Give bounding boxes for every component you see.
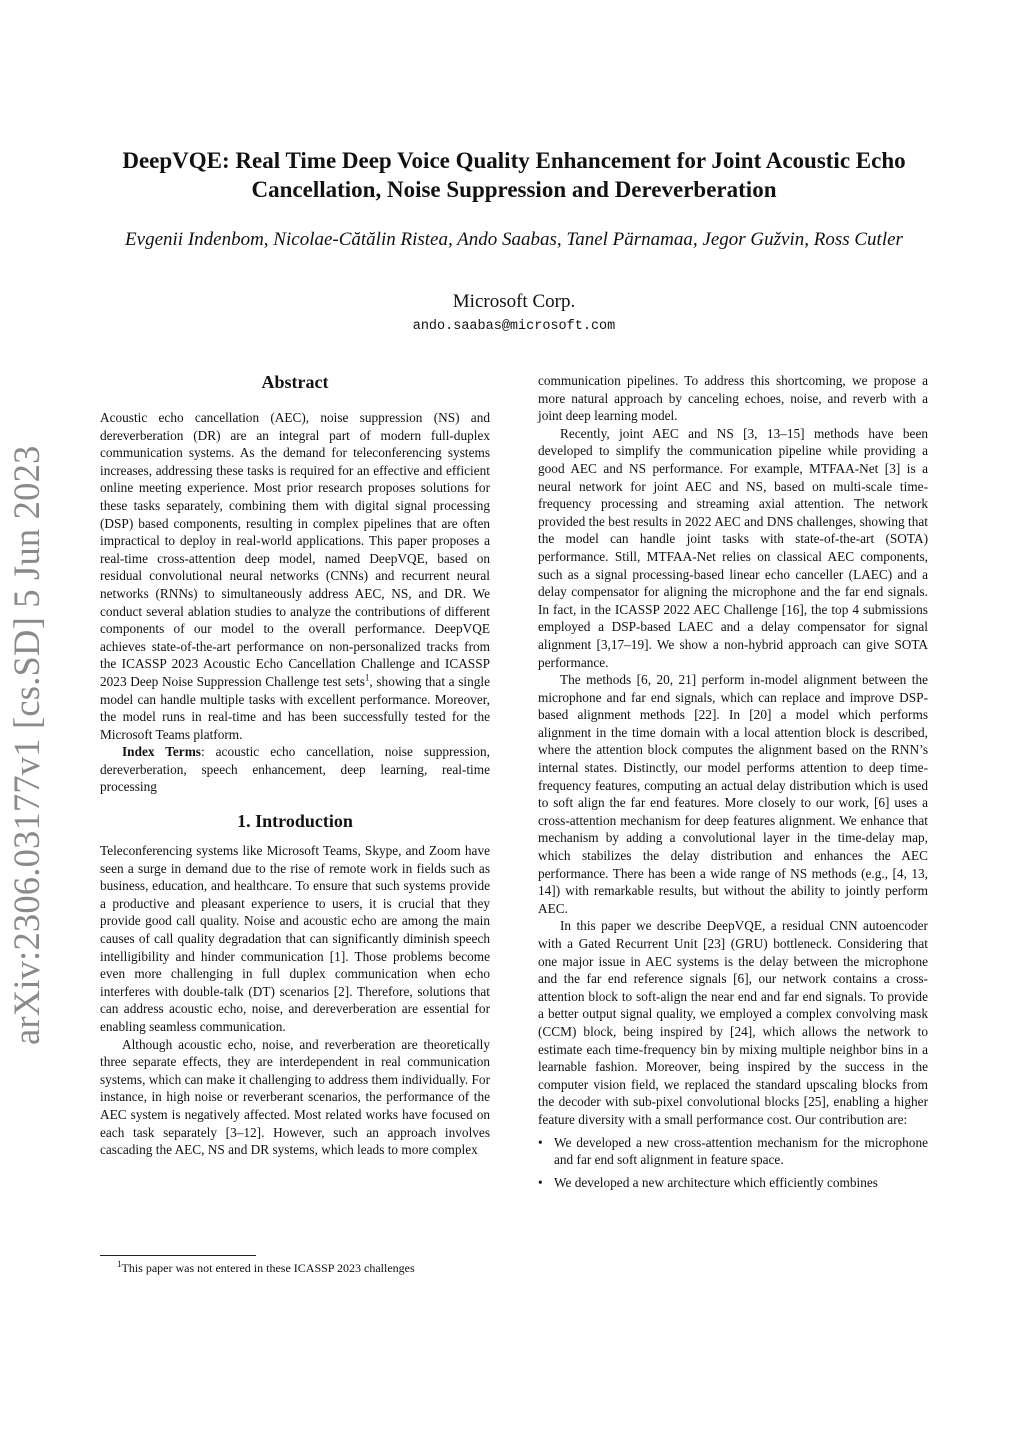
- footnote: [117, 1261, 497, 1276]
- bullet-icon: •: [538, 1134, 543, 1150]
- contribution-text: We developed a new cross-attention mechanism for the microphone and far end soft alignment in feature space.: [554, 1134, 928, 1168]
- author-list: Evgenii Indenbom, Nicolae-Cătălin Ristea, Ando Saabas, Tanel Pärnamaa, Jegor Gužvin, Ross Cutler: [125, 229, 903, 250]
- abstract-text-part1: Acoustic echo cancellation (AEC), noise suppression (NS) and dereverberation (DR) are an integral part of modern full-duplex communication systems. As the demand for teleconferencing systems increases, addressing these tasks is required for an effective and efficient online meeting experience. Most prior research proposes solutions for these tasks separately, combining them with digital signal processing (DSP) based components, resulting in complex pipelines that are often impractical to deploy in real-world applications. This paper proposes a real-time cross-attention deep model, named DeepVQE, based on residual convolutional neural networks (CNNs) and recurrent neural networks (RNNs) to simultaneously address AEC, NS, and DR. We conduct several ablation studies to analyze the contributions of different components of our model to the overall performance. DeepVQE achieves state-of-the-art performance on non-personalized tracks from the ICASSP 2023 Acoustic Echo Cancellation Challenge and ICASSP 2023 Deep Noise Suppression Challenge test sets: [100, 410, 490, 689]
- abstract-text: [100, 409, 490, 743]
- paper-title: DeepVQE: Real Time Deep Voice Quality Enhancement for Joint Acoustic Echo Cancellation, Noise Suppression and Dereverberation: [122, 148, 906, 202]
- footnote-number: 1: [117, 1259, 122, 1269]
- footnote-divider: [100, 1255, 256, 1256]
- index-terms: [100, 743, 490, 796]
- footnote-marker: 1: [364, 672, 370, 683]
- intro-paragraph-2: Although acoustic echo, noise, and reverberation are theoretically three separate effects, they are interdependent in real communication systems, which can make it challenging to address them individually. For instance, in high noise or reverberant scenarios, the performance of the AEC system is negatively affected. Most related works have focused on each task separately [3–12]. However, such an approach involves cascading the AEC, NS and DR systems, which leads to more complex: [100, 1036, 490, 1158]
- intro-paragraph-5: In this paper we describe DeepVQE, a residual CNN autoencoder with a Gated Recurrent Unit [23] (GRU) bottleneck. Considering that one major issue in AEC systems is the delay between the microphone and the far end reference signals [6], our network contains a cross-attention block to soft-align the near end and far end signals. To provide a better output signal quality, we employed a complex convolving mask (CCM) block, being inspired by [24], which allows the network to estimate each time-frequency bin by mixing multiple neighbor bins in a learnable fashion. Moreover, being inspired by the success in the computer vision field, we replaced the standard upscaling blocks from the decoder with sub-pixel convolutional blocks [25], enabling a higher feature diversity with a small performance cost. Our contribution are:: [538, 918, 928, 1127]
- abstract-heading: Abstract: [261, 372, 329, 392]
- footnote-text: This paper was not entered in these ICASSP 2023 challenges: [121, 1261, 415, 1275]
- contribution-list: [538, 1134, 928, 1192]
- index-terms-label: Index Terms: [122, 744, 201, 760]
- arxiv-stamp: arXiv:2306.03177v1 [cs.SD] 5 Jun 2023: [6, 445, 47, 1045]
- intro-paragraph-3: Recently, joint AEC and NS [3, 13–15] methods have been developed to simplify the communication pipeline while providing a good AEC and NS performance. For example, MTFAA-Net [3] is a neural network for joint AEC and NS, based on multi-scale time-frequency processing and streaming axial attention. The network provided the best results in 2022 AEC and DNS challenges, showing that the model can handle joint tasks with state-of-the-art (SOTA) performance. Still, MTFAA-Net relies on classical AEC components, such as a signal processing-based linear echo canceller (LAEC) and a delay compensator for aligning the microphone and the far end signals. In fact, in the ICASSP 2022 AEC Challenge [16], the top 4 submissions employed a DSP-based LAEC and a delay compensator for signal alignment [3,17–19]. We show a non-hybrid approach can give SOTA performance.: [538, 425, 928, 670]
- list-item: [538, 1134, 928, 1169]
- intro-paragraph-4: The methods [6, 20, 21] perform in-model alignment between the microphone and far end signals, which can replace and improve DSP-based alignment methods [22]. In [20] a model which performs alignment in the time domain with a local attention block is described, where the attention block computes the alignment based on the RNN’s internal states. Distinctly, our model performs attention to deep time-frequency features, computing an actual delay distribution which is used to soft align the far end features. More closely to our work, [6] uses a cross-attention mechanism for deep features alignment. We enhance that mechanism by adding a convolutional layer in the time-delay map, which stabilizes the delay distribution and enhances the AEC performance. There has been a wide range of NS methods (e.g., [4, 13, 14]) with remarkable results, but without the ability to jointly perform AEC.: [538, 672, 928, 916]
- list-item: [538, 1174, 928, 1192]
- left-column: [100, 372, 490, 1159]
- introduction-heading: 1. Introduction: [237, 811, 353, 832]
- index-terms-text: : acoustic echo cancellation, noise suppression, dereverberation, speech enhancement, deep learning, real-time processing: [100, 744, 490, 795]
- intro-paragraph-1: Teleconferencing systems like Microsoft Teams, Skype, and Zoom have seen a surge in demand due to the rise of remote work in fields such as business, education, and healthcare. To ensure that such systems provide a productive and pleasant experience to users, it is crucial that they provide good call quality. Noise and acoustic echo are among the main causes of call quality degradation that can significantly diminish speech intelligibility and hinder communication [1]. Those problems become even more challenging in full duplex communication when echo interferes with double-talk (DT) scenarios [2]. Therefore, solutions that can address acoustic echo, noise, and dereverberation are essential for enabling seamless communication.: [100, 843, 490, 1034]
- intro-paragraph-2-continued: communication pipelines. To address this shortcoming, we propose a more natural approach by canceling echoes, noise, and reverb with a joint deep learning model.: [538, 373, 928, 424]
- affiliation: Microsoft Corp.: [452, 291, 576, 312]
- contact-email: ando.saabas@microsoft.com: [412, 319, 616, 334]
- bullet-icon: •: [538, 1174, 543, 1190]
- right-column: [538, 372, 928, 1196]
- abstract-text-part2: , showing that a single model can handle multiple tasks with excellent performance. Moreover, the model runs in real-time and has been successfully tested for the Microsoft Teams platform.: [100, 673, 490, 742]
- contribution-text: We developed a new architecture which efficiently combines: [554, 1174, 878, 1190]
